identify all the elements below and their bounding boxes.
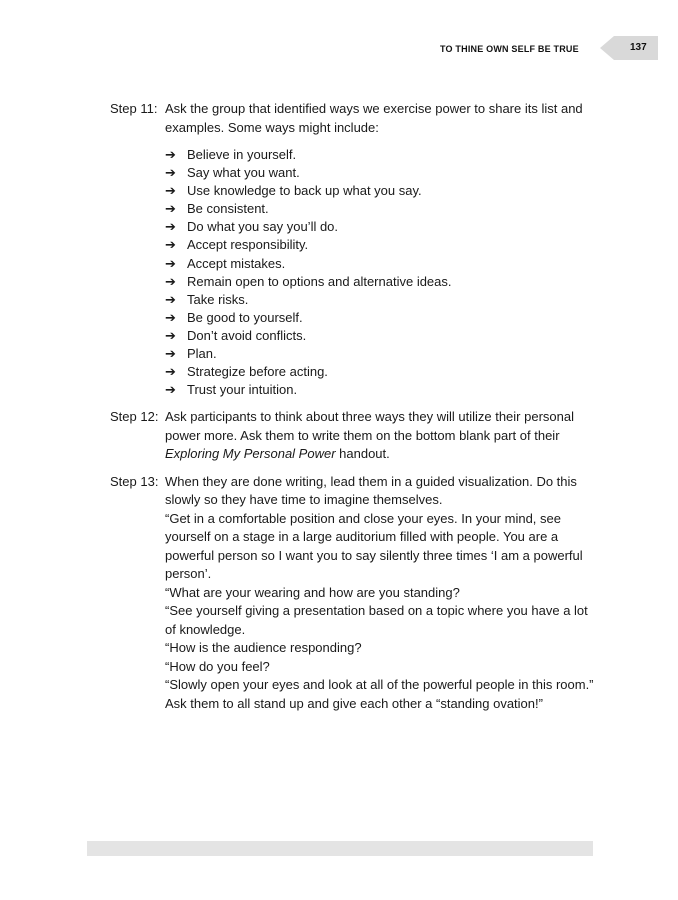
step-text-before: Ask participants to think about three ways they will utilize their personal power more. Ask them to write them on the bottom blank part of their: [165, 409, 574, 443]
arrow-bullet-icon: ➔: [165, 219, 176, 235]
visualization-paragraph: “How is the audience responding?: [165, 640, 362, 656]
visualization-paragraph: Ask them to all stand up and give each other a “standing ovation!”: [165, 695, 543, 711]
list-item-text: Take risks.: [187, 291, 249, 307]
list-item: [165, 309, 600, 327]
main-content: [110, 100, 600, 713]
list-item-text: Be consistent.: [187, 201, 269, 217]
arrow-bullet-icon: ➔: [165, 309, 176, 325]
visualization-paragraph: “What are your wearing and how are you standing?: [165, 584, 460, 600]
arrow-bullet-icon: ➔: [165, 237, 176, 253]
running-head: TO THINE OWN SELF BE TRUE: [440, 44, 579, 54]
list-item: [165, 345, 600, 363]
bullet-list: [165, 146, 600, 399]
list-item-text: Be good to yourself.: [187, 309, 303, 325]
page-number-tab: [600, 36, 658, 60]
arrow-bullet-icon: ➔: [165, 346, 176, 362]
page-tab-shape: [600, 36, 658, 60]
list-item-text: Strategize before acting.: [187, 364, 328, 380]
visualization-paragraph: “Get in a comfortable position and close your eyes. In your mind, see yourself on a stage in a large auditorium filled with people. You are a powerful person so I want you to say silently three times ‘I am a powerful person’.: [165, 510, 583, 582]
arrow-bullet-icon: ➔: [165, 291, 176, 307]
step-body: [165, 100, 600, 399]
arrow-bullet-icon: ➔: [165, 255, 176, 271]
visualization-paragraph: “Slowly open your eyes and look at all of the powerful people in this room.”: [165, 677, 594, 693]
list-item: [165, 146, 600, 164]
list-item: [165, 363, 600, 381]
list-item-text: Plan.: [187, 346, 217, 362]
list-item-text: Trust your intuition.: [187, 382, 298, 398]
step-11: [110, 100, 600, 399]
list-item: [165, 273, 600, 291]
arrow-bullet-icon: ➔: [165, 165, 176, 181]
step-intro: Ask the group that identified ways we exercise power to share its list and examples. Some ways might include:: [165, 101, 583, 135]
arrow-bullet-icon: ➔: [165, 327, 176, 343]
arrow-bullet-icon: ➔: [165, 147, 176, 162]
list-item: [165, 182, 600, 200]
list-item-text: Remain open to options and alternative ideas.: [187, 273, 452, 289]
list-item-text: Accept responsibility.: [187, 237, 309, 253]
list-item: [165, 164, 600, 182]
list-item: [165, 255, 600, 273]
step-label: Step 11:: [110, 101, 158, 116]
list-item-text: Accept mistakes.: [187, 255, 286, 271]
step-text: [165, 408, 600, 464]
arrow-bullet-icon: ➔: [165, 273, 176, 289]
list-item: [165, 291, 600, 309]
list-item: [165, 200, 600, 218]
arrow-bullet-icon: ➔: [165, 382, 176, 398]
step-body: [165, 408, 600, 464]
footer-bar: [87, 841, 593, 856]
arrow-bullet-icon: ➔: [165, 183, 176, 199]
list-item-text: Do what you say you’ll do.: [187, 219, 339, 235]
list-item: [165, 218, 600, 236]
step-label: Step 12:: [110, 409, 159, 425]
list-item: [165, 327, 600, 345]
list-item: [165, 236, 600, 254]
arrow-bullet-icon: ➔: [165, 364, 176, 380]
step-text-after: handout.: [335, 446, 390, 462]
visualization-paragraph: “See yourself giving a presentation based on a topic where you have a lot of knowledge.: [165, 603, 588, 637]
step-body: [165, 473, 600, 714]
step-label: Step 13:: [110, 473, 159, 489]
list-item: [165, 381, 600, 399]
step-intro: When they are done writing, lead them in a guided visualization. Do this slowly so they have time to imagine themselves.: [165, 473, 577, 508]
visualization-paragraph: “How do you feel?: [165, 658, 270, 674]
list-item-text: Say what you want.: [187, 165, 300, 181]
handout-title: Exploring My Personal Power: [165, 446, 336, 462]
arrow-bullet-icon: ➔: [165, 201, 176, 217]
step-12: [110, 408, 600, 464]
page-number: 137: [630, 42, 647, 53]
list-item-text: Believe in yourself.: [187, 147, 297, 162]
list-item-text: Use knowledge to back up what you say.: [187, 183, 422, 199]
list-item-text: Don’t avoid conflicts.: [187, 327, 307, 343]
step-13: [110, 473, 600, 714]
